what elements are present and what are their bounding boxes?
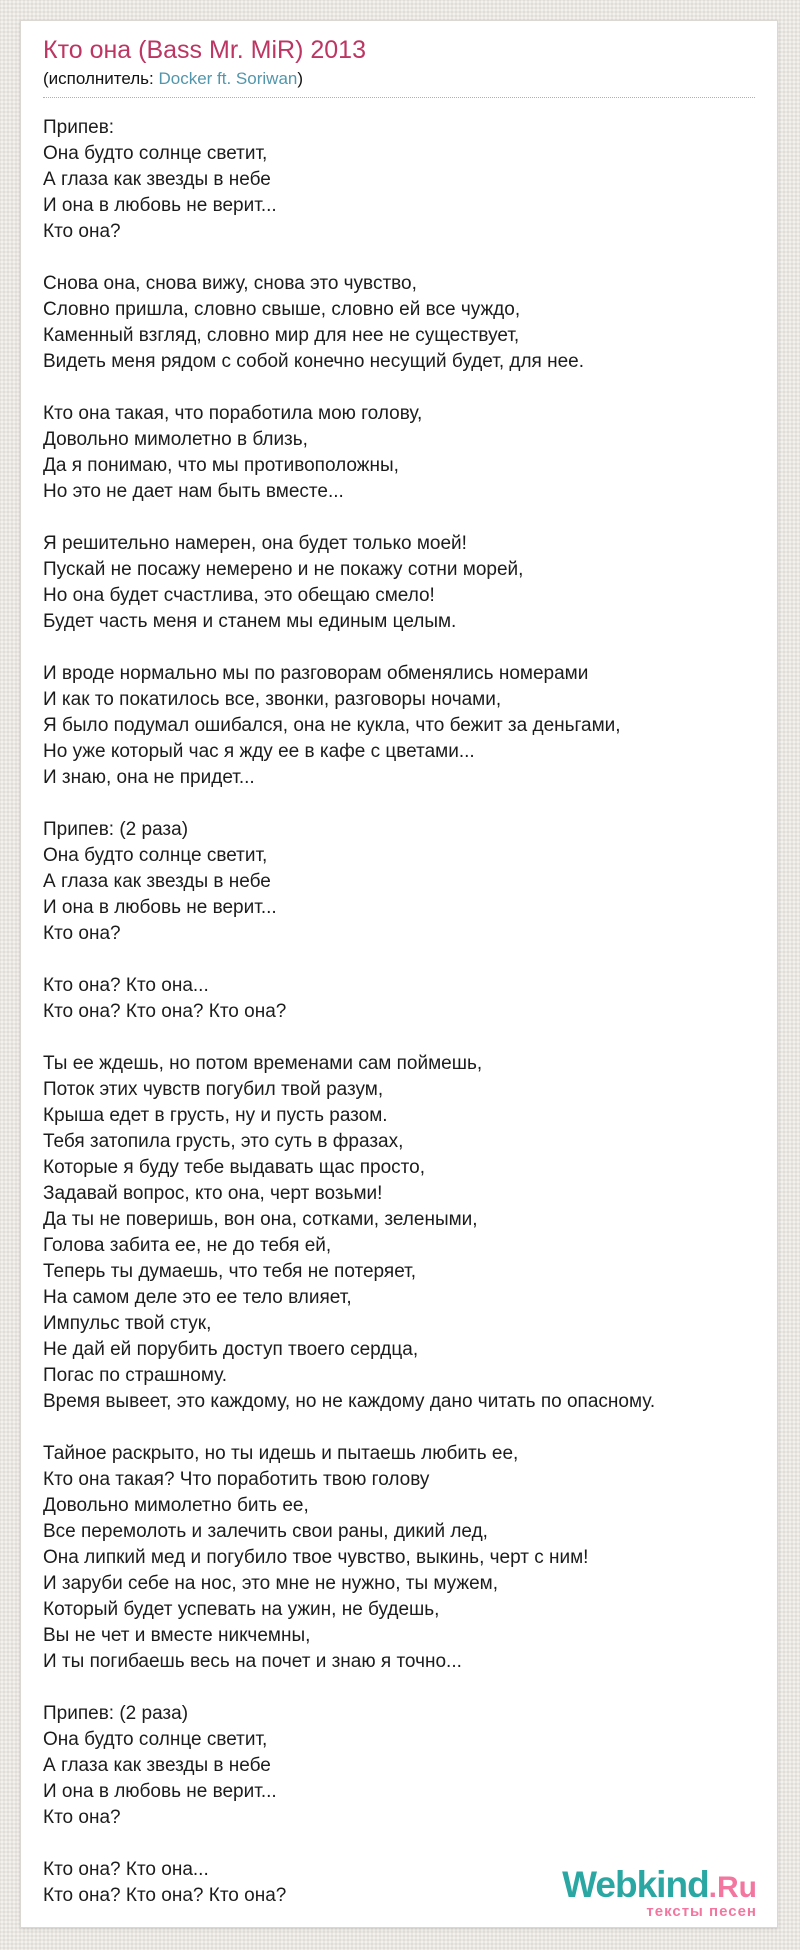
webkind-logo-text <box>562 1866 757 1903</box>
lyric-line: И она в любовь не верит... <box>43 897 277 918</box>
lyric-line: На самом деле это ее тело влияет, <box>43 1287 352 1308</box>
lyric-line: Поток этих чувств погубил твой разум, <box>43 1079 384 1100</box>
lyric-line: И как то покатилось все, звонки, разговоры ночами, <box>43 689 502 710</box>
lyric-line: Она липкий мед и погубило твое чувство, выкинь, черт с ним! <box>43 1547 589 1568</box>
lyric-line: Кто она? <box>43 923 121 944</box>
lyric-line: Я было подумал ошибался, она не кукла, что бежит за деньгами, <box>43 715 621 736</box>
lyric-line: Видеть меня рядом с собой конечно несущий будет, для нее. <box>43 351 585 372</box>
stanza <box>43 271 755 375</box>
song-title: Кто она (Bass Mr. MiR) 2013 <box>43 36 366 64</box>
lyric-line: Она будто солнце светит, <box>43 1729 268 1750</box>
stanza <box>43 531 755 635</box>
lyric-line: Да ты не поверишь, вон она, сотками, зелеными, <box>43 1209 478 1230</box>
stanza <box>43 817 755 947</box>
lyric-line: Крыша едет в грусть, ну и пусть разом. <box>43 1105 388 1126</box>
card-content <box>21 21 777 1909</box>
lyric-line: Я решительно намерен, она будет только моей! <box>43 533 467 554</box>
lyric-line: Время вывеет, это каждому, но не каждому дано читать по опасному. <box>43 1391 656 1412</box>
stanza <box>43 1051 755 1415</box>
lyric-line: Кто она? Кто она? Кто она? <box>43 1885 287 1906</box>
lyric-line: Каменный взгляд, словно мир для нее не существует, <box>43 325 520 346</box>
lyric-line: И вроде нормально мы по разговорам обменялись номерами <box>43 663 589 684</box>
lyric-line: Но это не дает нам быть вместе... <box>43 481 344 502</box>
artist-line <box>43 68 755 98</box>
lyric-line: Погас по страшному. <box>43 1365 228 1386</box>
lyric-line: Все перемолоть и залечить свои раны, дикий лед, <box>43 1521 488 1542</box>
lyric-line: Вы не чет и вместе никчемны, <box>43 1625 311 1646</box>
lyric-line: И она в любовь не верит... <box>43 1781 277 1802</box>
stanza <box>43 661 755 791</box>
lyric-line: А глаза как звезды в небе <box>43 1755 271 1776</box>
lyric-line: Ты ее ждешь, но потом временами сам поймешь, <box>43 1053 483 1074</box>
lyric-line: Импульс твой стук, <box>43 1313 212 1334</box>
lyric-line: Припев: (2 раза) <box>43 819 189 840</box>
lyric-line: Припев: (2 раза) <box>43 1703 189 1724</box>
lyric-line: Словно пришла, словно свыше, словно ей все чуждо, <box>43 299 521 320</box>
lyric-line: Задавай вопрос, кто она, черт возьми! <box>43 1183 383 1204</box>
lyric-line: Снова она, снова вижу, снова это чувство, <box>43 273 417 294</box>
lyric-line: Который будет успевать на ужин, не будешь, <box>43 1599 440 1620</box>
lyrics <box>43 115 755 1909</box>
lyric-line: Тебя затопила грусть, это суть в фразах, <box>43 1131 404 1152</box>
lyric-line: Довольно мимолетно в близь, <box>43 429 308 450</box>
lyric-line: Да я понимаю, что мы противоположны, <box>43 455 399 476</box>
lyric-line: Пускай не посажу немерено и не покажу сотни морей, <box>43 559 524 580</box>
stanza <box>43 115 755 245</box>
lyric-line: И ты погибаешь весь на почет и знаю я точно... <box>43 1651 462 1672</box>
lyric-line: Кто она? Кто она... <box>43 975 209 996</box>
artist-label-prefix: (исполнитель: <box>43 68 159 88</box>
lyric-line: И знаю, она не придет... <box>43 767 255 788</box>
lyric-line: Кто она? <box>43 1807 121 1828</box>
stanza <box>43 1701 755 1831</box>
lyric-line: Голова забита ее, не до тебя ей, <box>43 1235 332 1256</box>
webkind-logo[interactable] <box>562 1866 757 1919</box>
lyric-line: Кто она такая? Что поработить твою голову <box>43 1469 430 1490</box>
lyric-line: Кто она? <box>43 221 121 242</box>
lyric-line: И заруби себе на нос, это мне не нужно, ты мужем, <box>43 1573 499 1594</box>
lyric-line: Припев: <box>43 117 115 138</box>
lyric-line: Но уже который час я жду ее в кафе с цветами... <box>43 741 475 762</box>
webkind-logo-tagline: тексты песен <box>646 1903 757 1920</box>
lyric-line: Которые я буду тебе выдавать щас просто, <box>43 1157 426 1178</box>
lyric-line: А глаза как звезды в небе <box>43 169 271 190</box>
lyric-line: Тайное раскрыто, но ты идешь и пытаешь любить ее, <box>43 1443 519 1464</box>
lyrics-card <box>20 20 778 1928</box>
lyric-line: Она будто солнце светит, <box>43 845 268 866</box>
lyric-line: Довольно мимолетно бить ее, <box>43 1495 309 1516</box>
lyric-line: Будет часть меня и станем мы единым целым. <box>43 611 457 632</box>
lyric-line: Она будто солнце светит, <box>43 143 268 164</box>
webkind-logo-main: Webkind <box>562 1864 709 1905</box>
lyric-line: А глаза как звезды в небе <box>43 871 271 892</box>
artist-link[interactable]: Docker ft. Soriwan <box>158 68 298 88</box>
lyric-line: Кто она? Кто она... <box>43 1859 209 1880</box>
lyric-line: Кто она такая, что поработила мою голову, <box>43 403 423 424</box>
webkind-logo-suffix: .Ru <box>708 1871 757 1904</box>
stanza <box>43 973 755 1025</box>
lyric-line: Кто она? Кто она? Кто она? <box>43 1001 287 1022</box>
stanza <box>43 1441 755 1675</box>
lyric-line: И она в любовь не верит... <box>43 195 277 216</box>
stanza <box>43 401 755 505</box>
lyric-line: Но она будет счастлива, это обещаю смело! <box>43 585 435 606</box>
lyric-line: Теперь ты думаешь, что тебя не потеряет, <box>43 1261 417 1282</box>
artist-label-suffix: ) <box>297 68 304 88</box>
lyric-line: Не дай ей порубить доступ твоего сердца, <box>43 1339 419 1360</box>
